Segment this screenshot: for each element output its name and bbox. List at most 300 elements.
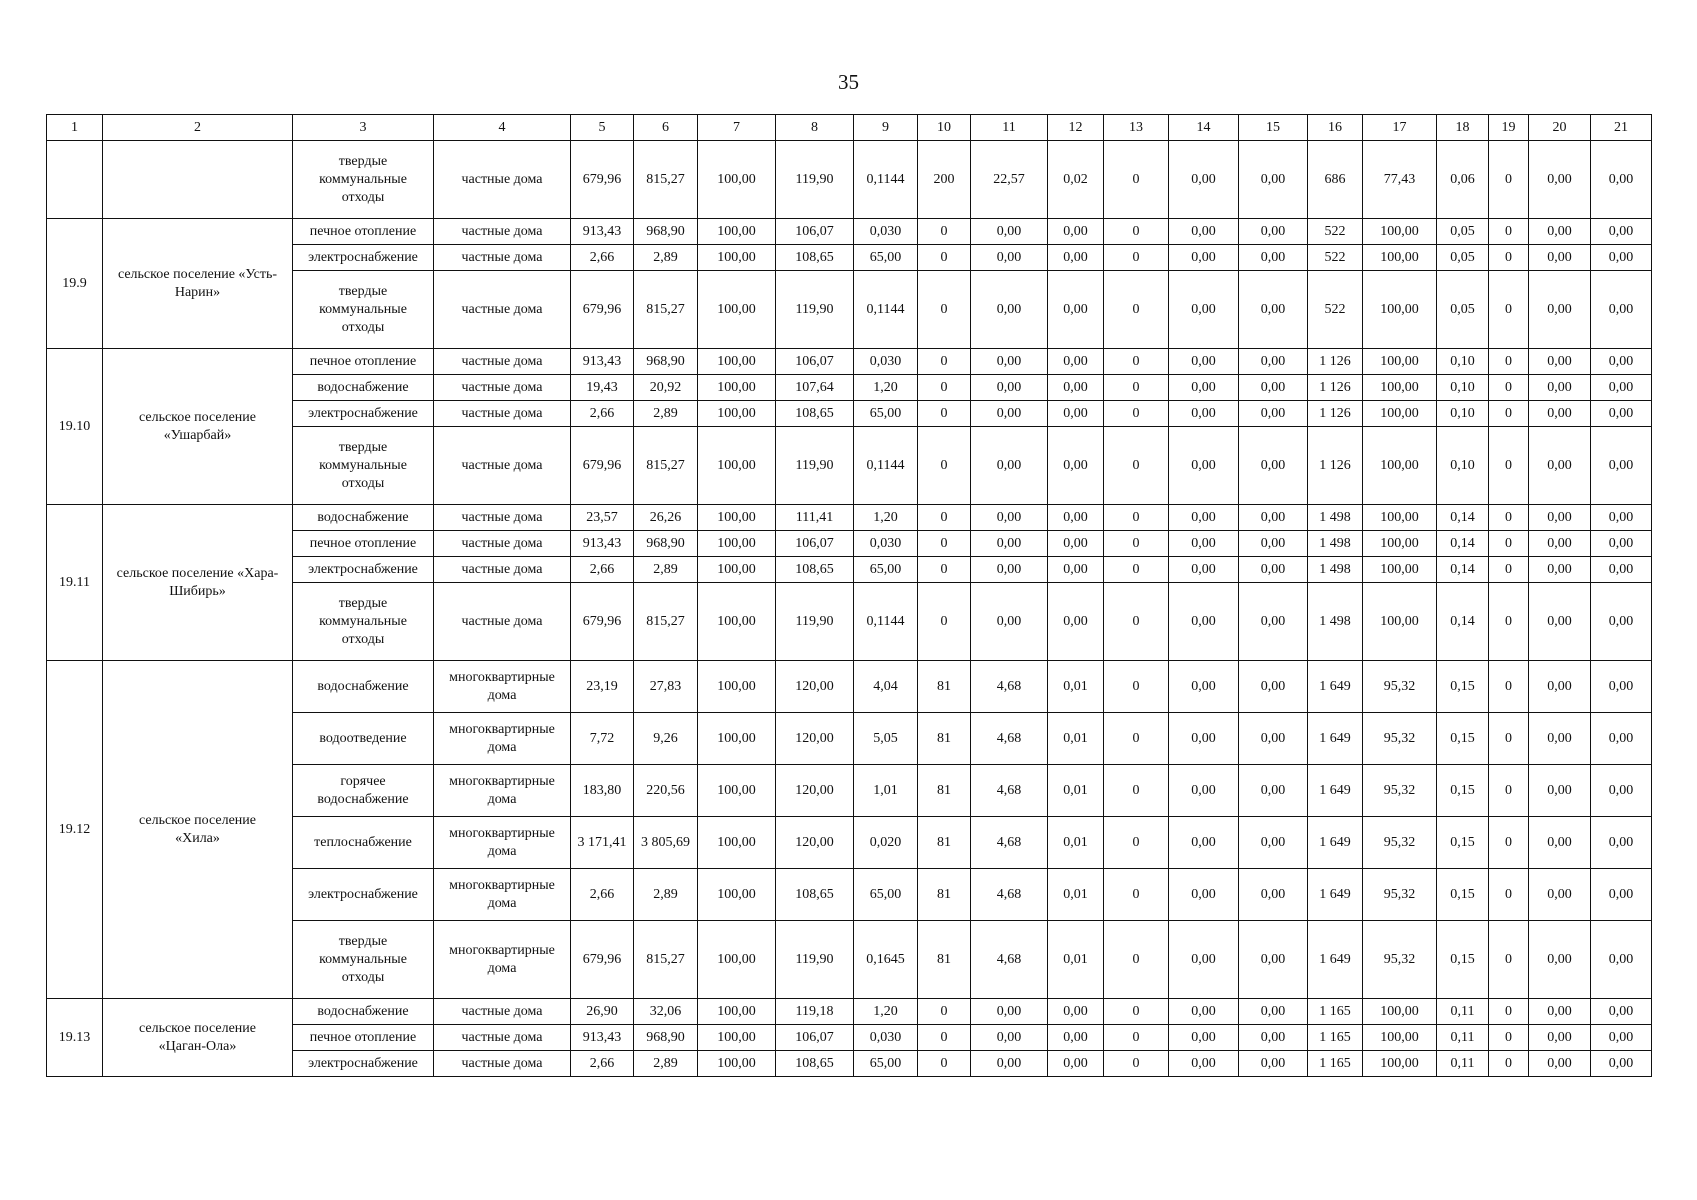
value-cell: 0,00: [1529, 271, 1591, 349]
value-cell: 0,00: [971, 1025, 1048, 1051]
value-cell: 0: [1489, 661, 1529, 713]
value-cell: 0,00: [1169, 271, 1239, 349]
value-cell: 0,1144: [854, 583, 918, 661]
value-cell: 1 649: [1308, 921, 1363, 999]
value-cell: 0: [918, 349, 971, 375]
value-cell: 0,02: [1048, 141, 1104, 219]
value-cell: 0,00: [1169, 661, 1239, 713]
value-cell: 0: [918, 505, 971, 531]
page-number: 35: [838, 70, 859, 94]
value-cell: 200: [918, 141, 971, 219]
value-cell: 1 165: [1308, 1025, 1363, 1051]
value-cell: 26,90: [571, 999, 634, 1025]
value-cell: 100,00: [698, 713, 776, 765]
value-cell: 0,15: [1437, 765, 1489, 817]
service-type: твердые коммунальные отходы: [293, 271, 434, 349]
value-cell: 220,56: [634, 765, 698, 817]
value-cell: 1 126: [1308, 401, 1363, 427]
housing-type: частные дома: [434, 427, 571, 505]
housing-type: частные дома: [434, 999, 571, 1025]
value-cell: 0: [1104, 219, 1169, 245]
column-number: 4: [434, 115, 571, 141]
value-cell: 0,00: [971, 427, 1048, 505]
value-cell: 4,68: [971, 661, 1048, 713]
value-cell: 0: [1104, 401, 1169, 427]
value-cell: 100,00: [1363, 999, 1437, 1025]
value-cell: 0,00: [1048, 1051, 1104, 1077]
value-cell: 679,96: [571, 141, 634, 219]
value-cell: 0,00: [1169, 557, 1239, 583]
value-cell: 0,05: [1437, 245, 1489, 271]
column-number: 12: [1048, 115, 1104, 141]
value-cell: 1 649: [1308, 765, 1363, 817]
value-cell: 0,00: [1169, 869, 1239, 921]
housing-type: многоквартирные дома: [434, 713, 571, 765]
value-cell: 100,00: [1363, 427, 1437, 505]
value-cell: 0: [1104, 999, 1169, 1025]
value-cell: 0,00: [1169, 817, 1239, 869]
value-cell: 1 649: [1308, 661, 1363, 713]
value-cell: 100,00: [698, 765, 776, 817]
value-cell: 4,68: [971, 921, 1048, 999]
value-cell: 0,00: [1239, 349, 1308, 375]
value-cell: 0,00: [1591, 817, 1652, 869]
value-cell: 0,00: [971, 245, 1048, 271]
value-cell: 5,05: [854, 713, 918, 765]
value-cell: 0,05: [1437, 219, 1489, 245]
value-cell: 0: [1489, 219, 1529, 245]
table-row: [47, 141, 1652, 219]
value-cell: 0,00: [1239, 531, 1308, 557]
value-cell: 108,65: [776, 245, 854, 271]
value-cell: 0,030: [854, 531, 918, 557]
value-cell: 100,00: [698, 869, 776, 921]
value-cell: 23,57: [571, 505, 634, 531]
housing-type: многоквартирные дома: [434, 817, 571, 869]
value-cell: 0: [918, 271, 971, 349]
value-cell: 968,90: [634, 531, 698, 557]
value-cell: 100,00: [1363, 1025, 1437, 1051]
value-cell: 0,11: [1437, 999, 1489, 1025]
value-cell: 0: [1489, 349, 1529, 375]
value-cell: 32,06: [634, 999, 698, 1025]
value-cell: 0,00: [1239, 999, 1308, 1025]
value-cell: 1,20: [854, 505, 918, 531]
value-cell: 0,00: [1591, 219, 1652, 245]
value-cell: 0: [1104, 141, 1169, 219]
value-cell: 95,32: [1363, 765, 1437, 817]
value-cell: 2,66: [571, 557, 634, 583]
service-type: твердые коммунальные отходы: [293, 141, 434, 219]
value-cell: 1 165: [1308, 999, 1363, 1025]
column-number: 10: [918, 115, 971, 141]
value-cell: 1,20: [854, 999, 918, 1025]
value-cell: 0,10: [1437, 375, 1489, 401]
value-cell: 0,00: [1239, 1025, 1308, 1051]
value-cell: 0,15: [1437, 817, 1489, 869]
column-number: 7: [698, 115, 776, 141]
housing-type: частные дома: [434, 1025, 571, 1051]
value-cell: 968,90: [634, 219, 698, 245]
service-type: водоснабжение: [293, 999, 434, 1025]
value-cell: 0: [1104, 427, 1169, 505]
value-cell: 2,66: [571, 1051, 634, 1077]
value-cell: 65,00: [854, 245, 918, 271]
value-cell: 19,43: [571, 375, 634, 401]
service-type: горячее водоснабжение: [293, 765, 434, 817]
value-cell: 0,00: [1048, 219, 1104, 245]
column-number: 21: [1591, 115, 1652, 141]
value-cell: 119,90: [776, 141, 854, 219]
value-cell: 106,07: [776, 349, 854, 375]
value-cell: 81: [918, 713, 971, 765]
value-cell: 522: [1308, 219, 1363, 245]
service-type: электроснабжение: [293, 245, 434, 271]
value-cell: 0,00: [1591, 375, 1652, 401]
value-cell: 0,00: [1529, 505, 1591, 531]
value-cell: 815,27: [634, 141, 698, 219]
value-cell: 0,020: [854, 817, 918, 869]
service-type: водоснабжение: [293, 661, 434, 713]
housing-type: многоквартирные дома: [434, 765, 571, 817]
service-type: водоотведение: [293, 713, 434, 765]
value-cell: 2,89: [634, 401, 698, 427]
value-cell: 0,00: [1591, 531, 1652, 557]
value-cell: 0,00: [1169, 375, 1239, 401]
value-cell: 1 165: [1308, 1051, 1363, 1077]
value-cell: 0,00: [1048, 401, 1104, 427]
value-cell: 20,92: [634, 375, 698, 401]
value-cell: 0,11: [1437, 1025, 1489, 1051]
value-cell: 0,00: [1169, 427, 1239, 505]
value-cell: 0: [1104, 557, 1169, 583]
value-cell: 0,00: [1529, 1025, 1591, 1051]
column-number: 5: [571, 115, 634, 141]
value-cell: 1 649: [1308, 713, 1363, 765]
value-cell: 100,00: [698, 1025, 776, 1051]
value-cell: 0: [1489, 427, 1529, 505]
value-cell: 679,96: [571, 921, 634, 999]
value-cell: 100,00: [1363, 583, 1437, 661]
value-cell: 0,01: [1048, 661, 1104, 713]
value-cell: 0: [1489, 245, 1529, 271]
value-cell: 81: [918, 661, 971, 713]
value-cell: 0,030: [854, 219, 918, 245]
value-cell: 0: [918, 401, 971, 427]
value-cell: 81: [918, 921, 971, 999]
value-cell: 0,00: [971, 401, 1048, 427]
value-cell: 4,68: [971, 765, 1048, 817]
value-cell: 0,00: [1529, 869, 1591, 921]
value-cell: 0,00: [1529, 427, 1591, 505]
value-cell: 913,43: [571, 1025, 634, 1051]
value-cell: 9,26: [634, 713, 698, 765]
value-cell: 0,14: [1437, 557, 1489, 583]
value-cell: 0,14: [1437, 531, 1489, 557]
service-type: печное отопление: [293, 531, 434, 557]
value-cell: 120,00: [776, 817, 854, 869]
service-type: твердые коммунальные отходы: [293, 583, 434, 661]
value-cell: 0: [1104, 583, 1169, 661]
housing-type: частные дома: [434, 219, 571, 245]
value-cell: 0: [1489, 271, 1529, 349]
service-type: электроснабжение: [293, 557, 434, 583]
settlement-name: сельское поселение «Усть-Нарин»: [103, 219, 293, 349]
value-cell: 0,00: [1239, 271, 1308, 349]
value-cell: 815,27: [634, 271, 698, 349]
value-cell: 0,00: [1169, 583, 1239, 661]
value-cell: 0,00: [971, 505, 1048, 531]
value-cell: 0,00: [971, 349, 1048, 375]
table-row: [47, 505, 1652, 531]
value-cell: 0: [1489, 401, 1529, 427]
value-cell: 0,00: [1529, 219, 1591, 245]
value-cell: 679,96: [571, 427, 634, 505]
service-type: печное отопление: [293, 219, 434, 245]
value-cell: 0,030: [854, 349, 918, 375]
value-cell: 968,90: [634, 1025, 698, 1051]
value-cell: 100,00: [1363, 349, 1437, 375]
value-cell: 3 805,69: [634, 817, 698, 869]
settlement-code: 19.13: [47, 999, 103, 1077]
value-cell: 0,00: [1048, 999, 1104, 1025]
value-cell: 0: [918, 375, 971, 401]
value-cell: 0,15: [1437, 661, 1489, 713]
value-cell: 0,05: [1437, 271, 1489, 349]
header-row: [47, 115, 1652, 141]
housing-type: частные дома: [434, 531, 571, 557]
value-cell: 100,00: [1363, 531, 1437, 557]
value-cell: 100,00: [1363, 401, 1437, 427]
value-cell: 100,00: [1363, 375, 1437, 401]
value-cell: 0,00: [1591, 271, 1652, 349]
column-number: 13: [1104, 115, 1169, 141]
value-cell: 108,65: [776, 401, 854, 427]
value-cell: 0,00: [1239, 505, 1308, 531]
value-cell: 4,04: [854, 661, 918, 713]
value-cell: 0,00: [1239, 583, 1308, 661]
value-cell: 119,90: [776, 427, 854, 505]
value-cell: 95,32: [1363, 713, 1437, 765]
settlement-code: 19.9: [47, 219, 103, 349]
value-cell: 0,00: [1048, 349, 1104, 375]
value-cell: 106,07: [776, 1025, 854, 1051]
value-cell: 0: [918, 999, 971, 1025]
service-type: твердые коммунальные отходы: [293, 921, 434, 999]
value-cell: 0: [918, 583, 971, 661]
value-cell: 0,00: [1529, 713, 1591, 765]
value-cell: 0: [1489, 531, 1529, 557]
value-cell: 0: [1104, 921, 1169, 999]
value-cell: 100,00: [698, 271, 776, 349]
settlement-name: сельское поселение «Хила»: [103, 661, 293, 999]
value-cell: 0,00: [1529, 765, 1591, 817]
value-cell: 0: [1104, 505, 1169, 531]
value-cell: 100,00: [698, 661, 776, 713]
value-cell: 119,18: [776, 999, 854, 1025]
value-cell: 0,10: [1437, 401, 1489, 427]
value-cell: 0,00: [1239, 427, 1308, 505]
value-cell: 913,43: [571, 219, 634, 245]
value-cell: 0,00: [971, 557, 1048, 583]
value-cell: 65,00: [854, 869, 918, 921]
value-cell: 0: [1489, 713, 1529, 765]
value-cell: 0,00: [1048, 505, 1104, 531]
value-cell: 100,00: [1363, 557, 1437, 583]
value-cell: 0,14: [1437, 505, 1489, 531]
value-cell: 1 498: [1308, 505, 1363, 531]
value-cell: 0: [1489, 1051, 1529, 1077]
value-cell: 120,00: [776, 765, 854, 817]
value-cell: 0,00: [1169, 505, 1239, 531]
value-cell: 913,43: [571, 349, 634, 375]
value-cell: 0,00: [971, 219, 1048, 245]
value-cell: 0,00: [1591, 583, 1652, 661]
value-cell: 0,00: [1169, 765, 1239, 817]
value-cell: 2,89: [634, 869, 698, 921]
service-type: водоснабжение: [293, 505, 434, 531]
value-cell: 0,1645: [854, 921, 918, 999]
value-cell: 0,1144: [854, 141, 918, 219]
value-cell: 0,14: [1437, 583, 1489, 661]
value-cell: 0: [1489, 817, 1529, 869]
value-cell: 81: [918, 817, 971, 869]
value-cell: 100,00: [698, 245, 776, 271]
value-cell: 0,00: [1591, 999, 1652, 1025]
value-cell: 0,00: [1239, 141, 1308, 219]
value-cell: 0,00: [1048, 583, 1104, 661]
value-cell: 95,32: [1363, 921, 1437, 999]
value-cell: 95,32: [1363, 869, 1437, 921]
value-cell: 0,00: [1239, 1051, 1308, 1077]
value-cell: 0,10: [1437, 427, 1489, 505]
value-cell: 522: [1308, 271, 1363, 349]
value-cell: 0,00: [971, 1051, 1048, 1077]
value-cell: 95,32: [1363, 661, 1437, 713]
value-cell: 0,00: [1169, 531, 1239, 557]
value-cell: 0: [918, 1051, 971, 1077]
value-cell: 0,00: [1529, 1051, 1591, 1077]
value-cell: 4,68: [971, 869, 1048, 921]
value-cell: 0,00: [1239, 817, 1308, 869]
column-number: 14: [1169, 115, 1239, 141]
housing-type: частные дома: [434, 505, 571, 531]
value-cell: 1 498: [1308, 557, 1363, 583]
value-cell: 0: [1489, 765, 1529, 817]
value-cell: 0: [918, 219, 971, 245]
value-cell: 183,80: [571, 765, 634, 817]
value-cell: 100,00: [1363, 1051, 1437, 1077]
value-cell: 0,00: [1169, 219, 1239, 245]
value-cell: 0: [1489, 1025, 1529, 1051]
value-cell: 0,06: [1437, 141, 1489, 219]
column-number: 3: [293, 115, 434, 141]
value-cell: 0: [1104, 661, 1169, 713]
value-cell: 77,43: [1363, 141, 1437, 219]
value-cell: 815,27: [634, 583, 698, 661]
value-cell: 100,00: [698, 375, 776, 401]
value-cell: 100,00: [698, 999, 776, 1025]
value-cell: 2,89: [634, 1051, 698, 1077]
value-cell: 1 126: [1308, 375, 1363, 401]
value-cell: 0,01: [1048, 817, 1104, 869]
value-cell: 0,00: [1529, 661, 1591, 713]
value-cell: 0,00: [971, 271, 1048, 349]
value-cell: 0,00: [1169, 349, 1239, 375]
value-cell: 0,00: [1239, 401, 1308, 427]
value-cell: 120,00: [776, 713, 854, 765]
value-cell: 0: [1104, 1051, 1169, 1077]
value-cell: 0,030: [854, 1025, 918, 1051]
settlement-code: 19.11: [47, 505, 103, 661]
value-cell: 1 498: [1308, 583, 1363, 661]
table-row: [47, 999, 1652, 1025]
value-cell: 0: [1489, 921, 1529, 999]
value-cell: 1,20: [854, 375, 918, 401]
value-cell: 65,00: [854, 1051, 918, 1077]
value-cell: 0,00: [1169, 713, 1239, 765]
value-cell: 1 498: [1308, 531, 1363, 557]
value-cell: 0: [1104, 765, 1169, 817]
value-cell: 4,68: [971, 713, 1048, 765]
value-cell: 679,96: [571, 271, 634, 349]
value-cell: 0: [918, 531, 971, 557]
value-cell: 0,00: [1239, 661, 1308, 713]
value-cell: 0,00: [1048, 557, 1104, 583]
settlement-code: 19.10: [47, 349, 103, 505]
value-cell: 0,00: [1591, 401, 1652, 427]
housing-type: частные дома: [434, 1051, 571, 1077]
value-cell: 815,27: [634, 921, 698, 999]
housing-type: многоквартирные дома: [434, 869, 571, 921]
settlement-name: сельское поселение «Ушарбай»: [103, 349, 293, 505]
value-cell: 0,00: [1529, 999, 1591, 1025]
value-cell: 0: [1104, 375, 1169, 401]
value-cell: 0,1144: [854, 427, 918, 505]
table-row: [47, 219, 1652, 245]
value-cell: 0,00: [1239, 557, 1308, 583]
value-cell: 0,00: [1591, 245, 1652, 271]
value-cell: 0,00: [1529, 583, 1591, 661]
value-cell: 100,00: [698, 557, 776, 583]
value-cell: 119,90: [776, 921, 854, 999]
settlement-name: [103, 141, 293, 219]
value-cell: 0,00: [1529, 817, 1591, 869]
value-cell: 0,00: [1529, 349, 1591, 375]
value-cell: 0,00: [1591, 713, 1652, 765]
service-type: печное отопление: [293, 1025, 434, 1051]
value-cell: 0: [1104, 869, 1169, 921]
column-number: 20: [1529, 115, 1591, 141]
value-cell: 100,00: [1363, 271, 1437, 349]
value-cell: 120,00: [776, 661, 854, 713]
value-cell: 0,00: [1529, 401, 1591, 427]
value-cell: 0,00: [1591, 349, 1652, 375]
value-cell: 0: [1489, 375, 1529, 401]
value-cell: 0: [1104, 817, 1169, 869]
value-cell: 0: [918, 1025, 971, 1051]
value-cell: 0,00: [971, 999, 1048, 1025]
value-cell: 0,00: [1239, 219, 1308, 245]
housing-type: частные дома: [434, 557, 571, 583]
value-cell: 0: [1104, 713, 1169, 765]
value-cell: 0: [1489, 557, 1529, 583]
value-cell: 7,72: [571, 713, 634, 765]
value-cell: 0,00: [1239, 869, 1308, 921]
value-cell: 0,00: [1048, 531, 1104, 557]
value-cell: 0,00: [1591, 141, 1652, 219]
value-cell: 100,00: [698, 531, 776, 557]
